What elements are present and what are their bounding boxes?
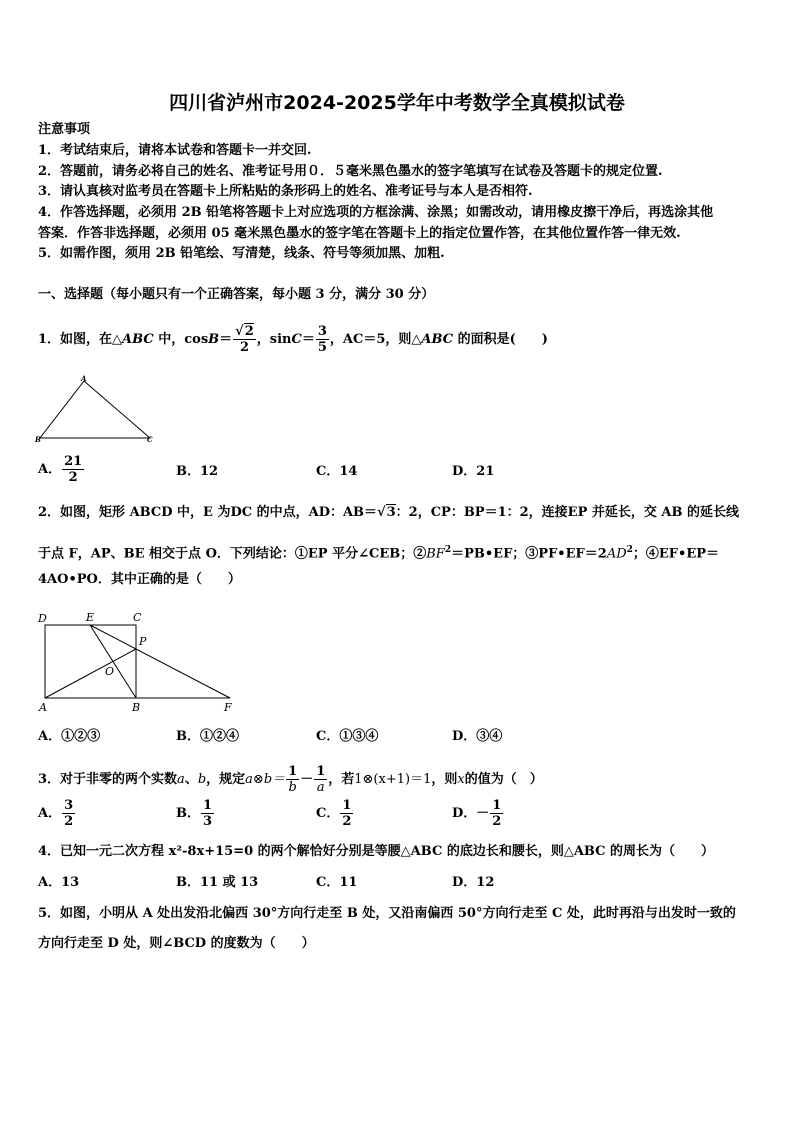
option: A． $\frac{3}{2}$: [38, 798, 74, 829]
point-label: O: [105, 665, 115, 678]
question-1-text: 1．如图，在△ABC 中，cosB＝ $\frac{√2}{2}$ ，sinC＝ $\frac{3}{5}$ ，AC＝5，则△ABC 的面积是( ): [38, 324, 548, 355]
notice-item: 3．请认真核对监考员在答题卡上所粘贴的条形码上的姓名、准考证号与本人是否相符.: [38, 184, 533, 199]
point-label: F: [224, 701, 232, 714]
point-label: E: [86, 611, 95, 624]
option: A．①②③: [38, 729, 101, 744]
point-label: A: [39, 701, 47, 714]
notice-item: 1．考试结束后，请将本试卷和答题卡一并交回.: [38, 143, 312, 158]
option: B．11 或 13: [176, 875, 259, 890]
point-label: C: [133, 611, 142, 624]
option: D．21: [452, 464, 495, 479]
option: C．①③④: [316, 729, 379, 744]
question-2-text: 于点 F，AP、BE 相交于点 O．下列结论：①EP 平分∠CEB；$②BF^2=PB•EF$；$③PF•EF=2AD^2$；④EF•EP＝: [38, 545, 720, 562]
page-title: 四川省泸州市2024-2025学年中考数学全真模拟试卷: [169, 92, 625, 114]
question-2-text: 4AO•PO．其中正确的是（ ）: [38, 572, 241, 587]
triangle-abc-figure: [34, 372, 159, 444]
question-5-text: 方向行走至 D 处，则∠BCD 的度数为（ ）: [38, 936, 315, 951]
vertex-label: C: [147, 435, 153, 444]
vertex-label: B: [35, 435, 41, 444]
notice-item: 5．如需作图，须用 2B 铅笔绘、写清楚，线条、符号等须加黑、加粗.: [38, 246, 445, 261]
vertex-label: A: [81, 374, 87, 383]
question-3-text: 3．对于非零的两个实数a、b，规定a⊗b＝ $\frac{1}{b}$ － $\frac{1}{a}$ ，若1⊗(x+1)＝1，则x的值为（ ）: [38, 764, 543, 795]
option: C．11: [316, 875, 358, 890]
point-label: P: [139, 635, 147, 648]
option: B．12: [176, 464, 219, 479]
option: D．12: [452, 875, 495, 890]
question-4-text: 4．已知一元二次方程 x²-8x+15=0 的两个解恰好分别是等腰△ABC 的底边长和腰长，则△ABC 的周长为（ ）: [38, 844, 715, 859]
point-label: B: [132, 701, 141, 714]
option: D．③④: [452, 729, 503, 744]
section-heading: 一、选择题（每小题只有一个正确答案，每小题 3 分，满分 30 分）: [38, 287, 435, 302]
option: A．13: [38, 875, 80, 890]
option: B．①②④: [176, 729, 239, 744]
notice-item: 4．作答选择题，必须用 2B 铅笔将答题卡上对应选项的方框涂满、涂黑；如需改动，请用橡皮擦干净后，再选涂其他: [38, 205, 714, 220]
question-5-text: 5．如图，小明从 A 处出发沿北偏西 30°方向行走至 B 处，又沿南偏西 50°方向行走至 C 处，此时再沿与出发时一致的: [38, 906, 736, 921]
option: C． $\frac{1}{2}$: [316, 798, 352, 829]
option: C．14: [316, 464, 358, 479]
option: B． $\frac{1}{3}$: [176, 798, 213, 829]
notice-item: 答案．作答非选择题，必须用 05 毫米黑色墨水的签字笔在答题卡上的指定位置作答，在其他位置作答一律无效.: [38, 226, 681, 241]
notice-heading: 注意事项: [38, 122, 91, 137]
option: D．－ $\frac{1}{2}$: [452, 798, 502, 829]
option: A． $\frac{21}{2}$: [38, 454, 83, 485]
notice-item: 2．答题前，请务必将自己的姓名、准考证号用０．５毫米黑色墨水的签字笔填写在试卷及答题卡的规定位置.: [38, 164, 663, 179]
point-label: D: [38, 612, 47, 625]
rectangle-abcd-figure: [34, 608, 244, 714]
question-2-text: 2．如图，矩形 ABCD 中，E 为DC 的中点，AD：AB＝√3：2，CP：BP＝1：2，连接EP 并延长，交 AB 的延长线: [38, 505, 740, 520]
